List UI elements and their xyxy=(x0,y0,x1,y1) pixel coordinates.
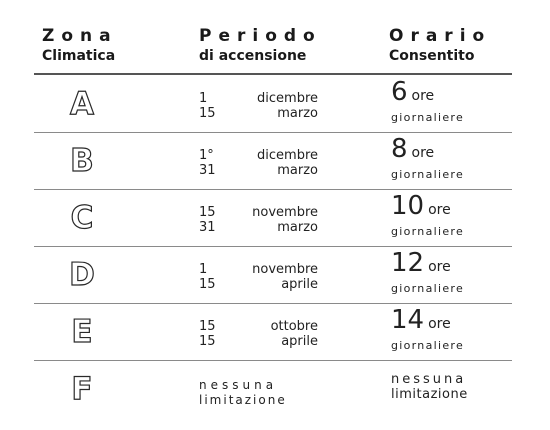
header-orario-line2: Consentito xyxy=(389,48,475,64)
start-day: 15 xyxy=(199,319,216,334)
end-month: marzo xyxy=(277,163,318,178)
start-month: ottobre xyxy=(270,319,318,334)
table-row-zone-c xyxy=(34,190,512,247)
table-row-zone-f xyxy=(34,361,512,418)
start-month: novembre xyxy=(252,262,318,277)
header-periodo-line1: Periodo xyxy=(199,26,322,46)
start-day: 15 xyxy=(199,205,216,220)
orario-no-limit-line1: nessuna xyxy=(391,372,467,387)
header-periodo xyxy=(199,28,322,63)
end-day: 15 xyxy=(199,277,216,292)
table-row-zone-b xyxy=(34,133,512,190)
end-month: aprile xyxy=(281,277,318,292)
start-month: dicembre xyxy=(257,91,318,106)
hours-per: giornaliere xyxy=(391,282,465,295)
header-zona-line1: Zona xyxy=(42,26,118,46)
hours-unit: ore xyxy=(411,88,435,104)
hours-value: 8 xyxy=(391,134,408,164)
orario-no-limit xyxy=(391,372,468,402)
zone-letter: F xyxy=(71,371,93,407)
orario-no-limit-line2: limitazione xyxy=(391,387,468,402)
hours-per: giornaliere xyxy=(391,168,465,181)
hours-per: giornaliere xyxy=(391,225,465,238)
header-zona-climatica xyxy=(42,28,118,63)
end-month: marzo xyxy=(277,220,318,235)
end-day: 15 xyxy=(199,334,216,349)
end-month: marzo xyxy=(277,106,318,121)
end-day: 31 xyxy=(199,163,216,178)
end-day: 31 xyxy=(199,220,216,235)
hours-unit: ore xyxy=(428,259,451,275)
allowed-hours xyxy=(391,250,451,276)
zone-letter: D xyxy=(69,257,95,293)
hours-value: 10 xyxy=(391,191,425,221)
start-month: dicembre xyxy=(257,148,318,163)
allowed-hours xyxy=(391,79,434,105)
periodo-no-limit-line2: limitazione xyxy=(199,393,287,407)
allowed-hours xyxy=(391,307,451,333)
start-day: 1° xyxy=(199,148,214,163)
zone-letter: B xyxy=(70,143,94,179)
zone-letter: C xyxy=(70,200,94,236)
start-day: 1 xyxy=(199,91,208,106)
header-orario-line1: Orario xyxy=(389,26,492,46)
hours-value: 12 xyxy=(391,248,425,278)
allowed-hours xyxy=(391,136,434,162)
hours-value: 6 xyxy=(391,77,408,107)
hours-unit: ore xyxy=(428,316,451,332)
start-month: novembre xyxy=(252,205,318,220)
header-zona-line2: Climatica xyxy=(42,48,116,64)
hours-unit: ore xyxy=(428,202,451,218)
start-day: 1 xyxy=(199,262,208,277)
periodo-no-limit xyxy=(199,378,287,408)
header-periodo-line2: di accensione xyxy=(199,48,307,64)
periodo-no-limit-line1: nessuna xyxy=(199,378,278,392)
end-month: aprile xyxy=(281,334,318,349)
table-row-zone-d xyxy=(34,247,512,304)
zone-letter: E xyxy=(71,314,93,350)
hours-value: 14 xyxy=(391,305,425,335)
header-orario xyxy=(389,28,491,63)
allowed-hours xyxy=(391,193,451,219)
hours-per: giornaliere xyxy=(391,111,465,124)
table-row-zone-a xyxy=(34,76,512,133)
header-divider xyxy=(34,73,512,75)
zone-letter: A xyxy=(70,86,94,122)
end-day: 15 xyxy=(199,106,216,121)
table-row-zone-e xyxy=(34,304,512,361)
hours-unit: ore xyxy=(411,145,435,161)
hours-per: giornaliere xyxy=(391,339,465,352)
